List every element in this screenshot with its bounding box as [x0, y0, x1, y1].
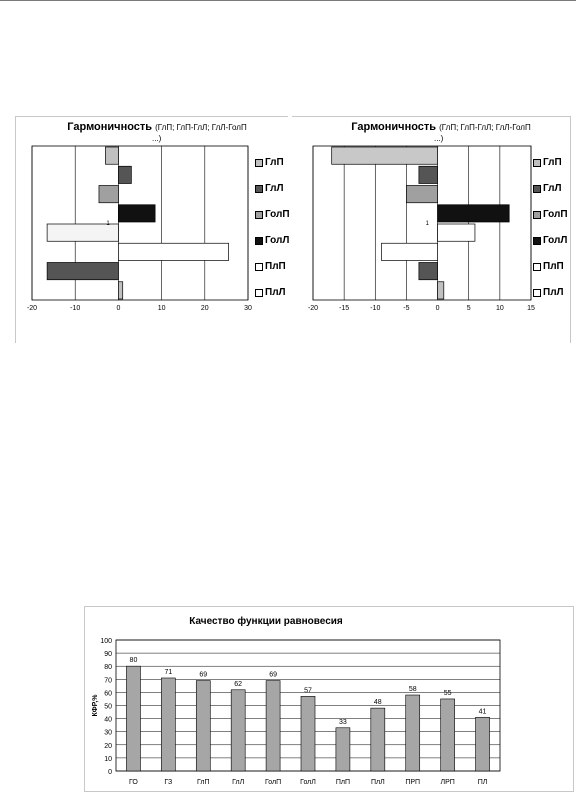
legend-label: ГолП	[265, 209, 290, 220]
legend-label: ГолЛ	[543, 235, 568, 246]
chart-2-subtitle-cont: ...)	[434, 134, 444, 143]
legend-label: ГолП	[543, 209, 568, 220]
data-label: 33	[339, 718, 347, 726]
legend-label: ПлП	[543, 261, 564, 272]
bar-ПЛ	[476, 717, 490, 771]
legend-label: ГлЛ	[543, 183, 562, 194]
y-tick-label: 80	[104, 664, 112, 672]
x-tick-label: 30	[244, 305, 252, 312]
x-tick-label: -10	[370, 305, 381, 312]
x-tick-label: -20	[307, 305, 319, 312]
x-tick-label: 0	[116, 305, 121, 312]
data-label: 62	[234, 680, 243, 688]
y-tick-label: 50	[104, 703, 112, 711]
x-tick-label: 10	[495, 305, 504, 312]
bar-ПРП	[406, 695, 420, 771]
data-label: 48	[373, 699, 382, 707]
legend-label: ГолЛ	[265, 235, 290, 246]
x-tick-label: ПРП	[405, 779, 421, 786]
y-tick-label: 90	[104, 651, 112, 659]
bar-ЛРП	[441, 699, 455, 771]
x-tick-label: 15	[527, 305, 535, 312]
chart-2-subtitle: (ГлП; ГлП-ГлЛ; ГлЛ-ГолП	[439, 123, 531, 132]
legend-label: ПлЛ	[265, 287, 286, 298]
y-axis-label: КФР,%	[92, 694, 99, 717]
data-label: 69	[199, 671, 208, 679]
legend-label: ГлП	[265, 157, 284, 168]
x-tick-label: 20	[200, 305, 209, 312]
y-tick-label: 0	[108, 769, 112, 776]
category-axis-label: 1	[425, 221, 429, 227]
x-tick-label: 10	[157, 305, 166, 312]
x-tick-label: ПлЛ	[370, 779, 385, 786]
x-tick-label: ГлЛ	[232, 779, 245, 786]
chart-1-subtitle-cont: ...)	[152, 134, 162, 143]
y-tick-label: 20	[104, 742, 112, 750]
y-tick-label: 10	[104, 755, 112, 763]
x-tick-label: -15	[339, 305, 350, 312]
x-tick-label: ГолЛ	[300, 779, 316, 786]
x-tick-label: -5	[403, 305, 410, 312]
x-tick-label: -10	[70, 305, 81, 312]
y-tick-label: 100	[100, 638, 112, 645]
y-tick-label: 70	[104, 677, 112, 685]
bar-ГлП	[196, 681, 210, 771]
x-tick-label: ГолП	[264, 779, 282, 786]
x-tick-label: ГлП	[197, 779, 210, 786]
bar-ГолЛ	[301, 696, 315, 771]
x-tick-label: ГЗ	[164, 779, 173, 786]
legend-label: ПлП	[265, 261, 286, 272]
bar-ПлЛ	[371, 708, 385, 771]
data-label: 80	[129, 657, 138, 665]
x-tick-label: -20	[26, 305, 38, 312]
data-label: 57	[304, 687, 312, 695]
chart-3-title: Качество функции равновесия	[189, 616, 343, 627]
bar-ГолП	[266, 681, 280, 771]
y-tick-label: 40	[104, 716, 112, 724]
data-label: 41	[478, 708, 487, 716]
category-axis-label: 1	[106, 221, 110, 227]
x-tick-label: ГО	[129, 779, 138, 786]
legend-label: ГлЛ	[265, 183, 284, 194]
bar-ГО	[126, 666, 140, 771]
legend-label: ПлЛ	[543, 287, 564, 298]
x-tick-label: 5	[466, 305, 471, 312]
chart-2-title-main: Гармоничность	[351, 121, 437, 133]
y-tick-label: 30	[104, 729, 112, 737]
data-label: 58	[408, 686, 417, 694]
legend-label: ГлП	[543, 157, 562, 168]
data-label: 71	[164, 668, 173, 676]
chart-1-title-main: Гармоничность	[67, 121, 153, 133]
x-tick-label: 0	[435, 305, 440, 312]
x-tick-label: ПлП	[335, 779, 350, 786]
x-tick-label: ПЛ	[477, 779, 488, 786]
chart-1-subtitle: (ГлП; ГлП-ГлЛ; ГлЛ-ГолП	[155, 123, 247, 132]
bar-ПлП	[336, 728, 350, 771]
bar-ГЗ	[161, 678, 175, 771]
y-tick-label: 60	[104, 690, 112, 698]
bar-ГлЛ	[231, 690, 245, 771]
data-label: 55	[443, 689, 452, 697]
data-label: 69	[269, 671, 277, 679]
x-tick-label: ЛРП	[440, 779, 455, 786]
